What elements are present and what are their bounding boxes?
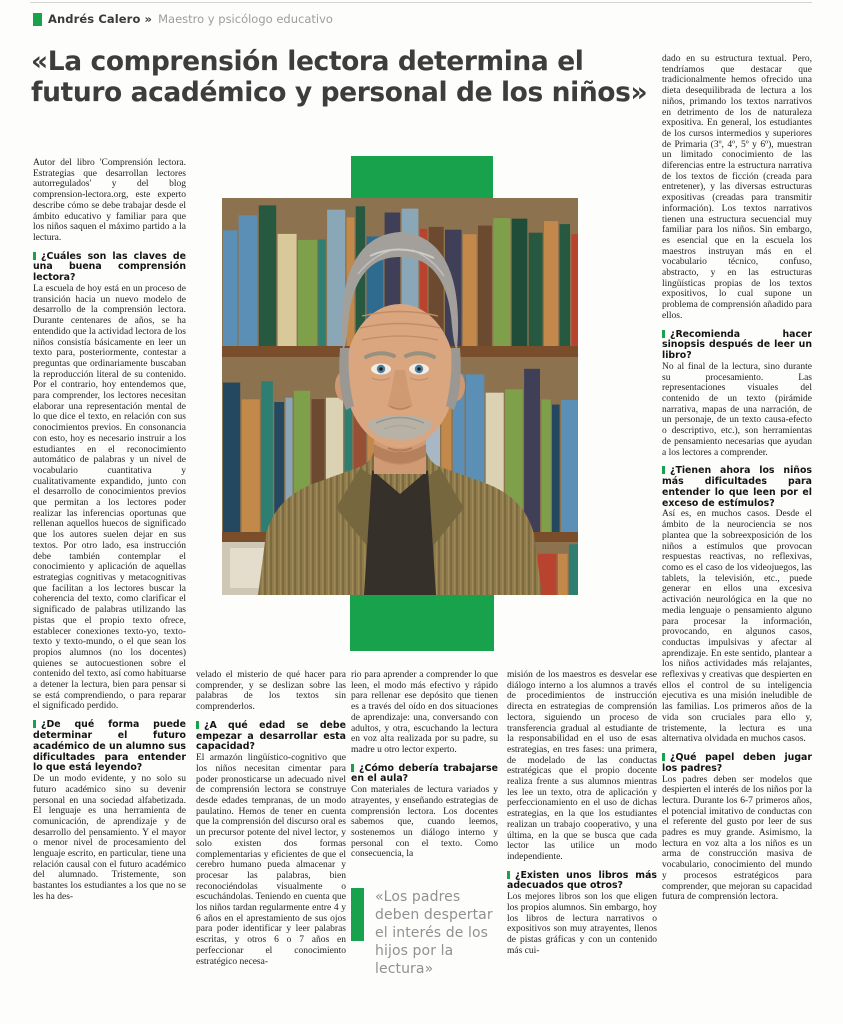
question-text: ¿Tienen ahora los niños más dificultades para entender lo que leen por el exceso de estímulos?: [662, 465, 812, 509]
question-text: ¿Cómo debería trabajarse en el aula?: [351, 762, 498, 785]
body-paragraph: Los padres deben ser modelos que despierten el interés de los niños por la lectura. Durante los 6-7 primeros años, el potencial imitativo de conductas con el referente del gusto por leer de sus padres es muy grande. Asimismo, la lectura en voz alta a los niños es un arma de construcción masiva de vocabulario, conocimiento del mundo y procesos estratégicos para comprender, que mejoran su capacidad futura de comprensión lectora.: [662, 774, 812, 903]
interview-question: [507, 871, 657, 893]
green-kicker-block-icon: [33, 13, 42, 26]
question-text: ¿De qué forma puede determinar el futuro académico de un alumno sus dificultades para entender lo que está leyendo?: [33, 719, 186, 774]
book-spine: [561, 400, 578, 532]
book-spine: [239, 215, 258, 346]
interview-question: [662, 466, 812, 509]
column-2: [196, 670, 346, 1014]
question-text: ¿Cuáles son las claves de una buena comprensión lectora?: [33, 250, 186, 284]
book-spine: [569, 544, 578, 595]
interview-question: [33, 720, 186, 774]
column-1: [33, 158, 186, 1014]
book-spine: [524, 369, 540, 532]
book-spine: [552, 405, 560, 532]
book-spine: [493, 218, 510, 346]
interview-question: [33, 252, 186, 284]
intro-paragraph: Autor del libro 'Comprensión lectora. Estrategias que desarrollan lectores autorregulados' y del blog comprension-lectora.org, este experto describe cómo se debe trabajar desde el ámbito educativo y familiar para que los niños saquen el máximo partido a la lectura.: [33, 158, 186, 243]
headline: «La comprensión lectora determina el futuro académico y personal de los niños»: [31, 46, 648, 108]
body-paragraph: Así es, en muchos casos. Desde el ámbito de la neurociencia se nos plantea que la sobreexposición de los niños a estímulos que provocan respuestas reactivas, no reflexivas, como es el caso de los videojuegos, las tablets, la televisión, etc., puede generar en ellos una excesiva activación neurológica en la que no media lenguaje o pensamiento alguno para procesar la información, provocando, en algunos casos, conductas impulsivas y afectar al aprendizaje. En este sentido, plantear a los niños actividades más relajantes, reflexivas y creativas que despierten en ellos el control de su inteligencia ejecutiva es una misión ineludible de las familias. Los primeros años de la vida son cruciales para ello y, tristemente, la lectura es una alternativa olvidada en muchos casos.: [662, 509, 812, 745]
book-spine: [463, 234, 477, 346]
book-spine: [572, 234, 579, 346]
question-marker-icon: [662, 753, 665, 761]
book-spine: [259, 205, 276, 346]
book-spine: [298, 240, 317, 346]
author-name: Andrés Calero »: [48, 12, 153, 26]
book-spine: [558, 554, 568, 595]
column-3: [351, 670, 498, 1014]
question-text: ¿Existen unos libros más adecuados que otros?: [507, 869, 657, 892]
body-paragraph: La escuela de hoy está en un proceso de transición hacia un nuevo modelo de desarrollo de la comprensión lectora. Durante centenares de años, se ha entendido que la actividad lectora de los niños consistía básicamente en leer un texto para, posteriormente, contestar a preguntas que ordinariamente buscaban la reproducción literal de su contenido. Por el contrario, hoy entendemos que, para comprender, los lectores necesitan elaborar una representación mental de lo que dice el texto, en relación con sus conocimientos previos. En consonancia con esto, hoy es necesario instruir a los estudiantes en el reconocimiento automático de palabras y un nivel de vocabulario cuantitativa y cualitativamente expandido, junto con el desarrollo de conocimientos previos que permitan a los lectores poder realizar las inferencias oportunas que rellenan aquellos huecos de significado que los autores suelen dejar en sus textos. Por otro lado, esa instrucción debe también contemplar el conocimiento y aplicación de aquellas estrategias cognitivas y metacognitivas que facilitan a los lectores buscar la coherencia del texto, como clarificar el significado de palabras utilizando las pistas que el propio texto ofrece, establecer conexiones texto-yo, texto-texto y texto-mundo, o el que sean los propios alumnos (no los docentes) quienes se autocuestionen sobre el contenido del texto, así como habituarse a detener la lectura, bien para pensar si se está comprendiendo, o para reparar el significado perdido.: [33, 284, 186, 712]
column-4: [507, 670, 657, 1014]
green-block-top: [351, 156, 493, 198]
book-spine: [544, 221, 558, 346]
book-spine: [261, 381, 273, 532]
question-marker-icon: [662, 330, 665, 338]
question-marker-icon: [662, 466, 665, 474]
question-marker-icon: [33, 252, 36, 260]
body-paragraph: De un modo evidente, y no solo su futuro académico sino su devenir personal en una sociedad alfabetizada. El lenguaje es una herramienta de comunicación, de aprendizaje y de desarrollo del pensamiento. Y el mayor o menor nivel de procesamiento del lenguaje escrito, en particular, tiene una relación causal con el futuro académico del alumnado. Tristemente, son bastantes los estudiantes a los que no se les ha des-: [33, 774, 186, 902]
portrait-photo: [222, 198, 578, 595]
interview-question: [662, 330, 812, 362]
question-text: ¿Qué papel deben jugar los padres?: [662, 751, 812, 774]
interview-question: [662, 753, 812, 775]
column-5: [662, 54, 812, 1014]
body-paragraph: Los mejores libros son los que eligen los propios alumnos. Sin embargo, hoy los libros de lectura narrativos o expositivos son muy atrayentes, llenos de pistas gráficas y con un contenido más cui-: [507, 892, 657, 956]
question-text: ¿Recomienda hacer sinopsis después de leer un libro?: [662, 328, 812, 362]
book-spine: [478, 226, 492, 346]
top-rule: [30, 2, 812, 3]
pull-quote: [351, 888, 498, 978]
interview-question: [196, 721, 346, 753]
pull-quote-text: «Los padres deben despertar el interés de los hijos por la lectura»: [375, 889, 493, 978]
book-spine: [560, 224, 571, 346]
book-spine: [278, 234, 297, 346]
body-paragraph: dado en su estructura textual. Pero, tendríamos que destacar que tradicionalmente hemos ofrecido una dieta desequilibrada de lectura a los niños, primando los textos narrativos en detrimento de los de naturaleza expositiva. En general, los estudiantes de los cursos intermedios y superiores de Primaria (3º, 4º, 5º y 6º), muestran un limitado conocimiento de las diferencias entre la estructura narrativa de los textos de ficción (creada para entretener), y las diversas estructuras expositivas (creadas para transmitir información). Los textos narrativos tienen una estructura secuencial muy familiar para los niños. Sin embargo, es esencial que en la escuela los maestros instruyan más en el vocabulario técnico, confuso, abstracto, y en las estructuras lingüísticas propias de los textos expositivos, lo cual supone un problema de comprensión añadido para ellos.: [662, 54, 812, 321]
body-paragraph: rio para aprender a comprender lo que leen, el modo más efectivo y rápido para rellenar ese depósito que tienen es a través del oído en dos situaciones de aprendizaje: una, conversando con adultos, y otra, escuchando la lectura en voz alta realizada por su padre, su madre u otro lector experto.: [351, 670, 498, 755]
question-text: ¿A qué edad se debe empezar a desarrollar esta capacidad?: [196, 719, 346, 753]
book-spine: [529, 233, 543, 346]
pull-quote-bar-icon: [351, 888, 364, 941]
book-spine: [242, 399, 260, 532]
question-marker-icon: [507, 871, 510, 879]
body-paragraph: misión de los maestros es desvelar ese diálogo interno a los alumnos a través de procedimientos de instrucción directa en estrategias de comprensión lectora, siguiendo un proceso de transferencia gradual al estudiante de la responsabilidad en el uso de esas estrategias, en tres fases: una primera, de modelado de las conductas estratégicas que el propio docente realiza frente a sus alumnos mientras les lee un texto, otra de aplicación y perfeccionamiento en el uso de dichas estrategias, en la que los estudiantes realizan un trabajo cooperativo, y una última, en la que se busca que cada lector las utilice un modo independiente.: [507, 670, 657, 862]
book-spine: [223, 230, 237, 346]
interview-question: [351, 764, 498, 786]
book-spine: [318, 239, 325, 346]
question-marker-icon: [196, 721, 199, 729]
author-role: Maestro y psicólogo educativo: [158, 12, 333, 26]
question-marker-icon: [351, 764, 354, 772]
book-spine: [223, 383, 240, 532]
body-paragraph: Con materiales de lectura variados y atrayentes, y enseñando estrategias de comprensión lectora. Los docentes sabemos que, cuando leemos, sostenemos un diálogo interno y personal con el texto. Como consecuencia, la: [351, 785, 498, 860]
book-spine: [542, 400, 551, 533]
body-paragraph: velado el misterio de qué hacer para comprender, y se deslizan sobre las palabras de los textos sin comprenderlos.: [196, 670, 346, 713]
body-paragraph: El armazón lingüístico-cognitivo que los niños necesitan cimentar para poder pronosticarse un adecuado nivel de comprensión lectora se construye desde edades tempranas, de un modo paulatino. Hemos de tener en cuenta que la comprensión del discurso oral es un precursor potente del nivel lector, y solo existen dos formas complementarias y eficientes de que el cerebro humano pueda almacenar y procesar las palabras, bien reconociéndolas visualmente o escuchándolas. Teniendo en cuenta que los niños tardan regularmente entre 4 y 6 años en el aprestamiento de sus ojos para poder identificar y leer palabras escritas, y otros 6 o 7 años en perfeccionar el conocimiento estratégico necesa-: [196, 753, 346, 967]
kicker: [33, 12, 333, 26]
question-marker-icon: [33, 720, 36, 728]
green-block-bottom: [350, 595, 494, 651]
body-paragraph: No al final de la lectura, sino durante su procesamiento. Las representaciones visuales del contenido de un texto (pirámide narrativa, mapas de una narración, de un personaje, de un texto causa-efecto o descriptivo, etc.), son herramientas de pensamiento necesarias que ayudan a los lectores a comprender.: [662, 361, 812, 458]
portrait-photo-svg: [222, 198, 578, 595]
book-spine: [512, 219, 528, 346]
